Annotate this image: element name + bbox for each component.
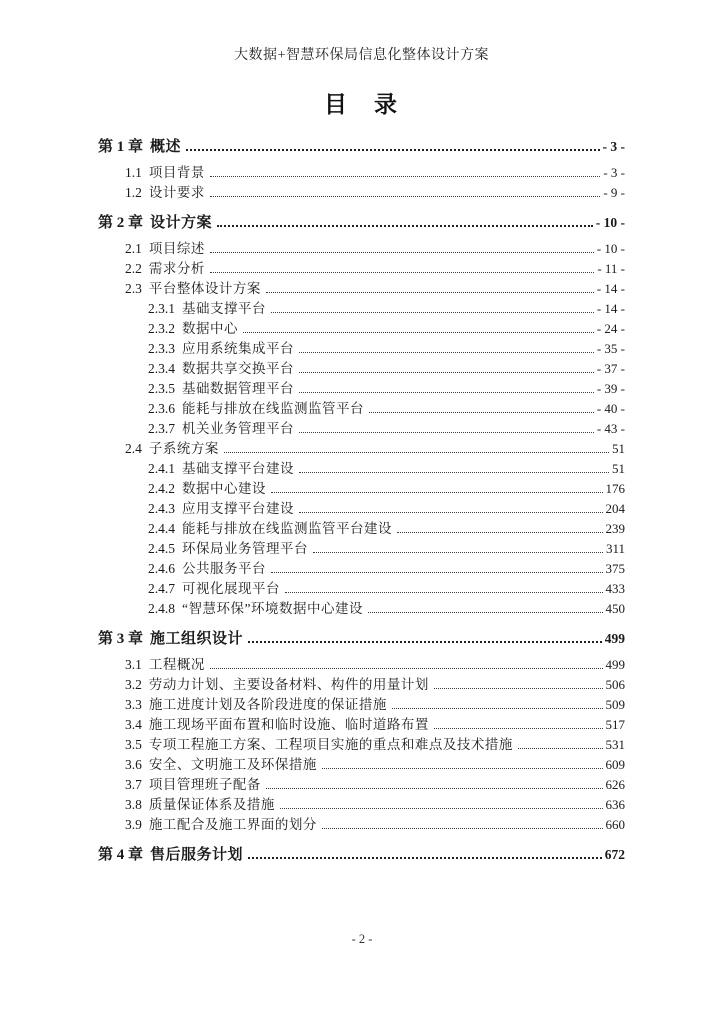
- entry-title: 应用系统集成平台: [182, 341, 294, 356]
- dot-leader-icon: [285, 582, 603, 593]
- entry-number: 2.3.4: [148, 361, 175, 376]
- dot-leader-icon: [434, 678, 603, 689]
- dot-leader-icon: [299, 462, 609, 473]
- toc-entry[interactable]: [98, 795, 625, 815]
- entry-number: 2.3.1: [148, 301, 175, 316]
- entry-title: 基础支撑平台: [182, 301, 266, 316]
- entry-title: 机关业务管理平台: [182, 421, 294, 436]
- toc-entry[interactable]: [98, 163, 625, 183]
- entry-page-number: 672: [604, 847, 625, 862]
- toc-entry[interactable]: [98, 339, 625, 359]
- entry-page-number: 375: [605, 561, 625, 576]
- entry-page-number: - 43 -: [596, 421, 625, 436]
- entry-page-number: - 24 -: [596, 321, 625, 336]
- entry-page-number: - 3 -: [602, 139, 625, 154]
- dot-leader-icon: [299, 502, 603, 513]
- dot-leader-icon: [392, 698, 603, 709]
- entry-number: 2.3.7: [148, 421, 175, 436]
- entry-number: 2.3: [125, 281, 142, 296]
- toc-entry[interactable]: [98, 319, 625, 339]
- dot-leader-icon: [210, 262, 594, 273]
- entry-page-number: 499: [605, 657, 625, 672]
- entry-page-number: 626: [605, 777, 625, 792]
- dot-leader-icon: [248, 630, 602, 643]
- entry-number: 2.4.1: [148, 461, 175, 476]
- entry-number: 第 1 章: [98, 139, 144, 155]
- toc-entry[interactable]: [98, 299, 625, 319]
- toc-entry[interactable]: [98, 775, 625, 795]
- entry-number: 2.4.7: [148, 581, 175, 596]
- entry-title: 施工现场平面布置和临时设施、临时道路布置: [148, 717, 429, 732]
- toc-entry[interactable]: [98, 579, 625, 599]
- entry-number: 3.2: [125, 677, 142, 692]
- toc-entry[interactable]: [98, 499, 625, 519]
- toc-entry[interactable]: [98, 559, 625, 579]
- entry-title: 专项工程施工方案、工程项目实施的重点和难点及技术措施: [148, 737, 513, 752]
- entry-number: 2.1: [125, 241, 142, 256]
- entry-title: 安全、文明施工及环保措施: [148, 757, 317, 772]
- dot-leader-icon: [322, 818, 603, 829]
- entry-page-number: - 35 -: [596, 341, 625, 356]
- entry-page-number: 509: [605, 697, 625, 712]
- dot-leader-icon: [210, 658, 603, 669]
- toc-entry[interactable]: [98, 359, 625, 379]
- entry-page-number: - 9 -: [603, 185, 625, 200]
- toc-entry[interactable]: [98, 695, 625, 715]
- entry-number: 1.2: [125, 185, 142, 200]
- entry-number: 3.5: [125, 737, 142, 752]
- entry-number: 2.4.5: [148, 541, 175, 556]
- entry-title: 设计要求: [148, 185, 205, 200]
- toc-entry[interactable]: [98, 735, 625, 755]
- toc-entry[interactable]: [98, 628, 625, 650]
- entry-number: 2.4: [125, 441, 142, 456]
- entry-title: 应用支撑平台建设: [182, 501, 294, 516]
- dot-leader-icon: [322, 758, 603, 769]
- entry-number: 1.1: [125, 165, 142, 180]
- toc-entry[interactable]: [98, 844, 625, 866]
- entry-number: 3.7: [125, 777, 142, 792]
- entry-page-number: - 40 -: [596, 401, 625, 416]
- dot-leader-icon: [299, 422, 594, 433]
- entry-number: 2.3.6: [148, 401, 175, 416]
- entry-page-number: - 14 -: [596, 281, 625, 296]
- dot-leader-icon: [248, 846, 602, 859]
- entry-page-number: 636: [605, 797, 625, 812]
- entry-title: 施工配合及施工界面的划分: [148, 817, 317, 832]
- dot-leader-icon: [243, 322, 594, 333]
- entry-page-number: - 10 -: [595, 215, 625, 230]
- toc-entry[interactable]: [98, 279, 625, 299]
- toc-entry[interactable]: [98, 399, 625, 419]
- toc-entry[interactable]: [98, 815, 625, 835]
- dot-leader-icon: [210, 166, 600, 177]
- entry-title: 质量保证体系及措施: [148, 797, 275, 812]
- entry-page-number: 517: [605, 717, 625, 732]
- dot-leader-icon: [369, 402, 594, 413]
- dot-leader-icon: [224, 442, 609, 453]
- entry-page-number: 433: [605, 581, 625, 596]
- entry-number: 3.4: [125, 717, 142, 732]
- entry-page-number: 51: [612, 441, 625, 456]
- entry-number: 2.3.5: [148, 381, 175, 396]
- entry-page-number: 204: [605, 501, 625, 516]
- entry-page-number: 311: [605, 541, 625, 556]
- entry-title: 项目管理班子配备: [148, 777, 261, 792]
- entry-title: 基础数据管理平台: [182, 381, 294, 396]
- dot-leader-icon: [299, 342, 594, 353]
- entry-page-number: 239: [605, 521, 625, 536]
- dot-leader-icon: [210, 242, 594, 253]
- toc-entry[interactable]: [98, 755, 625, 775]
- toc-entry[interactable]: [98, 439, 625, 459]
- toc-entry[interactable]: [98, 239, 625, 259]
- entry-number: 2.4.6: [148, 561, 175, 576]
- entry-title: 基础支撑平台建设: [182, 461, 294, 476]
- dot-leader-icon: [271, 302, 594, 313]
- toc-entry[interactable]: [98, 479, 625, 499]
- entry-number: 2.4.2: [148, 481, 175, 496]
- entry-page-number: 609: [605, 757, 625, 772]
- dot-leader-icon: [280, 798, 603, 809]
- entry-page-number: - 39 -: [596, 381, 625, 396]
- entry-page-number: - 3 -: [603, 165, 625, 180]
- entry-title: 施工组织设计: [150, 631, 244, 647]
- entry-number: 2.3.2: [148, 321, 175, 336]
- dot-leader-icon: [299, 382, 594, 393]
- dot-leader-icon: [217, 214, 593, 227]
- entry-number: 2.4.8: [148, 601, 175, 616]
- entry-number: 第 2 章: [98, 215, 144, 231]
- entry-title: 施工进度计划及各阶段进度的保证措施: [148, 697, 387, 712]
- entry-number: 第 4 章: [98, 847, 144, 863]
- toc-list: [98, 136, 625, 866]
- entry-title: 能耗与排放在线监测监管平台建设: [182, 521, 392, 536]
- entry-number: 第 3 章: [98, 631, 144, 647]
- toc-entry[interactable]: [98, 419, 625, 439]
- document-header-title: 大数据+智慧环保局信息化整体设计方案: [234, 48, 489, 63]
- dot-leader-icon: [397, 522, 603, 533]
- entry-title: 可视化展现平台: [182, 581, 280, 596]
- dot-leader-icon: [266, 778, 603, 789]
- toc-entry[interactable]: [98, 599, 625, 619]
- entry-title: 工程概况: [148, 657, 205, 672]
- entry-number: 3.8: [125, 797, 142, 812]
- entry-title: 能耗与排放在线监测监管平台: [182, 401, 364, 416]
- entry-page-number: 499: [604, 631, 625, 646]
- toc-entry[interactable]: [98, 675, 625, 695]
- entry-page-number: 660: [605, 817, 625, 832]
- dot-leader-icon: [271, 562, 603, 573]
- toc-entry[interactable]: [98, 379, 625, 399]
- entry-title: 子系统方案: [148, 441, 219, 456]
- entry-page-number: - 10 -: [596, 241, 625, 256]
- entry-title: 劳动力计划、主要设备材料、构件的用量计划: [148, 677, 429, 692]
- dot-leader-icon: [313, 542, 603, 553]
- entry-title: 数据中心: [182, 321, 238, 336]
- entry-page-number: 531: [605, 737, 625, 752]
- entry-number: 2.4.3: [148, 501, 175, 516]
- dot-leader-icon: [186, 138, 599, 151]
- entry-page-number: 506: [605, 677, 625, 692]
- toc-entry[interactable]: [98, 655, 625, 675]
- entry-title: 环保局业务管理平台: [182, 541, 308, 556]
- page-number-footer: - 2 -: [351, 932, 373, 946]
- entry-number: 3.1: [125, 657, 142, 672]
- entry-page-number: - 11 -: [597, 261, 625, 276]
- toc-entry[interactable]: [98, 183, 625, 203]
- entry-page-number: 450: [605, 601, 625, 616]
- dot-leader-icon: [266, 282, 594, 293]
- toc-entry[interactable]: [98, 539, 625, 559]
- dot-leader-icon: [299, 362, 594, 373]
- entry-title: 数据共享交换平台: [182, 361, 294, 376]
- entry-number: 2.3.3: [148, 341, 175, 356]
- entry-title: 需求分析: [148, 261, 205, 276]
- entry-title: 售后服务计划: [150, 847, 244, 863]
- entry-page-number: - 14 -: [596, 301, 625, 316]
- dot-leader-icon: [518, 738, 603, 749]
- entry-title: 项目背景: [148, 165, 205, 180]
- dot-leader-icon: [271, 482, 603, 493]
- toc-title: 目 录: [324, 92, 399, 117]
- entry-title: 设计方案: [150, 215, 213, 231]
- entry-page-number: - 37 -: [596, 361, 625, 376]
- toc-entry[interactable]: [98, 715, 625, 735]
- dot-leader-icon: [368, 602, 603, 613]
- toc-entry[interactable]: [98, 136, 625, 158]
- entry-title: 项目综述: [148, 241, 205, 256]
- entry-number: 3.3: [125, 697, 142, 712]
- toc-entry[interactable]: [98, 459, 625, 479]
- entry-title: “智慧环保”环境数据中心建设: [182, 601, 363, 616]
- entry-page-number: 51: [612, 461, 625, 476]
- entry-page-number: 176: [605, 481, 625, 496]
- entry-number: 3.6: [125, 757, 142, 772]
- entry-number: 3.9: [125, 817, 142, 832]
- entry-title: 平台整体设计方案: [148, 281, 261, 296]
- entry-number: 2.2: [125, 261, 142, 276]
- toc-entry[interactable]: [98, 212, 625, 234]
- dot-leader-icon: [210, 186, 600, 197]
- entry-title: 公共服务平台: [182, 561, 266, 576]
- entry-number: 2.4.4: [148, 521, 175, 536]
- dot-leader-icon: [434, 718, 603, 729]
- toc-entry[interactable]: [98, 259, 625, 279]
- entry-title: 数据中心建设: [182, 481, 266, 496]
- toc-entry[interactable]: [98, 519, 625, 539]
- entry-title: 概述: [150, 139, 182, 155]
